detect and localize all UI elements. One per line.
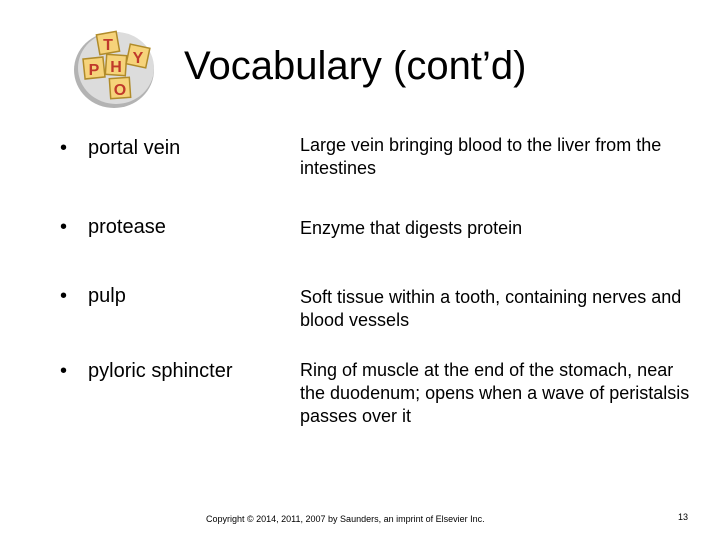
page-number: 13 (678, 512, 689, 522)
svg-text:T: T (103, 37, 113, 54)
copyright-notice: Copyright © 2014, 2011, 2007 by Saunders, an imprint of Elsevier Inc. (206, 514, 485, 524)
tile-y (126, 44, 150, 68)
bullet: • (60, 285, 68, 307)
vocab-term (60, 136, 180, 160)
svg-text:H: H (110, 59, 122, 76)
bullet: • (60, 216, 68, 238)
svg-text:P: P (88, 62, 100, 79)
tile-t (96, 31, 119, 54)
bullet: • (60, 360, 68, 382)
term-text: pulp (88, 285, 126, 307)
tile-h (105, 54, 126, 76)
tile-o (109, 77, 130, 99)
vocab-definition: Large vein bringing blood to the liver from the intestines (300, 135, 662, 178)
vocab-term (60, 284, 126, 308)
term-text: pyloric sphincter (88, 360, 233, 382)
vocab-definition: Enzyme that digests protein (300, 218, 523, 238)
term-text: protease (88, 216, 166, 238)
word-tiles-logo (70, 28, 162, 110)
vocab-term (60, 215, 166, 239)
vocab-term (60, 359, 233, 383)
slide-title: Vocabulary (cont’d) (184, 44, 527, 88)
term-text: portal vein (88, 137, 181, 159)
tile-p (83, 57, 105, 79)
bullet: • (60, 137, 68, 159)
svg-text:Y: Y (132, 50, 144, 67)
vocab-definition: Ring of muscle at the end of the stomach, near the duodenum; opens when a wave of peristalsis passes over it (300, 360, 690, 426)
vocab-definition: Soft tissue within a tooth, containing nerves and blood vessels (300, 287, 682, 330)
svg-text:O: O (113, 82, 127, 99)
